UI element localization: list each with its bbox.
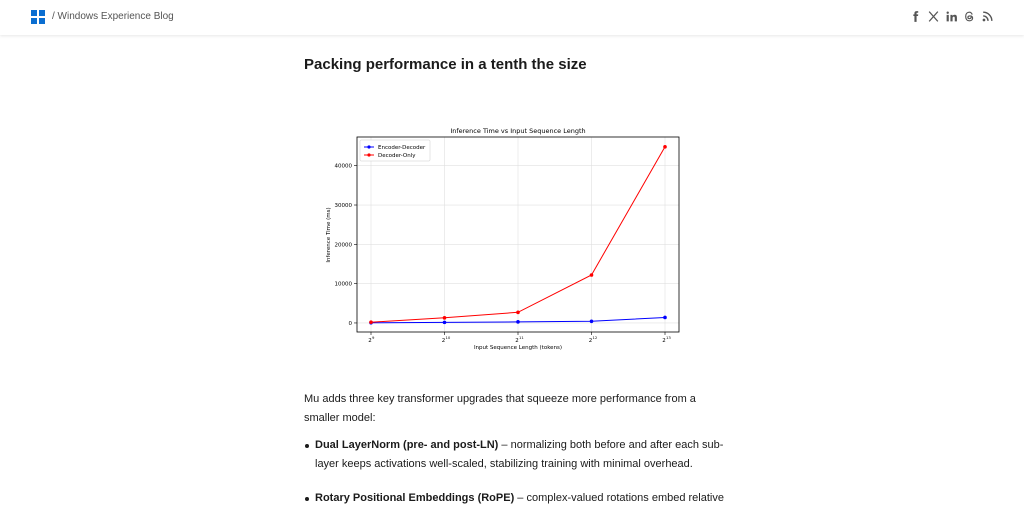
windows-logo-icon[interactable] bbox=[31, 10, 45, 24]
x-tick-exponent: 9 bbox=[372, 335, 375, 340]
legend-swatch-marker bbox=[367, 153, 370, 156]
chart-title: Inference Time vs Input Sequence Length bbox=[450, 127, 586, 135]
legend-swatch-marker bbox=[367, 145, 370, 148]
list-item-text: – normalizing both before and after each sub-layer keeps activations well-scaled, stabilizing training with minimal overhead. bbox=[315, 439, 724, 470]
data-point bbox=[516, 320, 520, 324]
x-tick-exponent: 11 bbox=[519, 335, 524, 340]
x-tick-label: 2 bbox=[588, 338, 593, 344]
data-point bbox=[590, 320, 594, 324]
legend-label: Decoder-Only bbox=[378, 153, 416, 159]
chart-legend bbox=[360, 140, 430, 161]
intro-paragraph: Mu adds three key transformer upgrades that squeeze more performance from a smaller model: bbox=[304, 393, 696, 424]
rss-icon[interactable] bbox=[981, 10, 994, 23]
data-point bbox=[663, 145, 667, 149]
data-point bbox=[369, 320, 373, 324]
list-item bbox=[304, 436, 724, 474]
linkedin-icon[interactable] bbox=[945, 10, 958, 23]
top-bar bbox=[0, 0, 1024, 35]
list-item-term: Dual LayerNorm (pre- and post-LN) bbox=[315, 439, 499, 451]
x-tick-label: 2 bbox=[441, 338, 446, 344]
y-tick-label: 20000 bbox=[334, 242, 352, 249]
x-tick-exponent: 12 bbox=[592, 335, 598, 340]
list-item-text: – complex-valued rotations embed relative bbox=[514, 492, 724, 504]
x-icon[interactable] bbox=[927, 10, 940, 23]
x-tick-label: 2 bbox=[662, 338, 666, 344]
x-tick-exponent: 10 bbox=[445, 335, 451, 340]
feature-list bbox=[304, 436, 724, 523]
data-point bbox=[590, 273, 594, 277]
list-item bbox=[304, 489, 724, 508]
blog-title-link[interactable]: / Windows Experience Blog bbox=[52, 11, 174, 22]
legend-label: Encoder-Decoder bbox=[378, 145, 426, 151]
x-tick-exponent: 13 bbox=[666, 335, 671, 340]
y-axis-label: Inference Time (ms) bbox=[326, 207, 332, 263]
y-axis-ticks bbox=[335, 164, 358, 327]
y-tick-label: 0 bbox=[348, 320, 352, 327]
x-axis-label: Input Sequence Length (tokens) bbox=[473, 345, 563, 351]
list-item-term: Rotary Positional Embeddings (RoPE) bbox=[315, 492, 515, 504]
chart-grid bbox=[357, 137, 679, 332]
facebook-icon[interactable] bbox=[909, 10, 922, 23]
data-point bbox=[663, 316, 667, 320]
threads-icon[interactable] bbox=[963, 10, 976, 23]
data-point bbox=[443, 316, 447, 320]
y-tick-label: 30000 bbox=[334, 203, 352, 210]
article-heading: Packing performance in a tenth the size bbox=[304, 56, 587, 73]
social-links bbox=[909, 10, 994, 23]
x-tick-label: 2 bbox=[368, 338, 372, 344]
x-tick-label: 2 bbox=[515, 338, 519, 344]
y-tick-label: 10000 bbox=[334, 281, 352, 288]
inference-time-chart bbox=[322, 125, 682, 355]
data-point bbox=[516, 311, 520, 315]
x-axis-ticks bbox=[368, 332, 671, 344]
y-tick-label: 40000 bbox=[334, 163, 352, 170]
data-point bbox=[443, 321, 447, 325]
